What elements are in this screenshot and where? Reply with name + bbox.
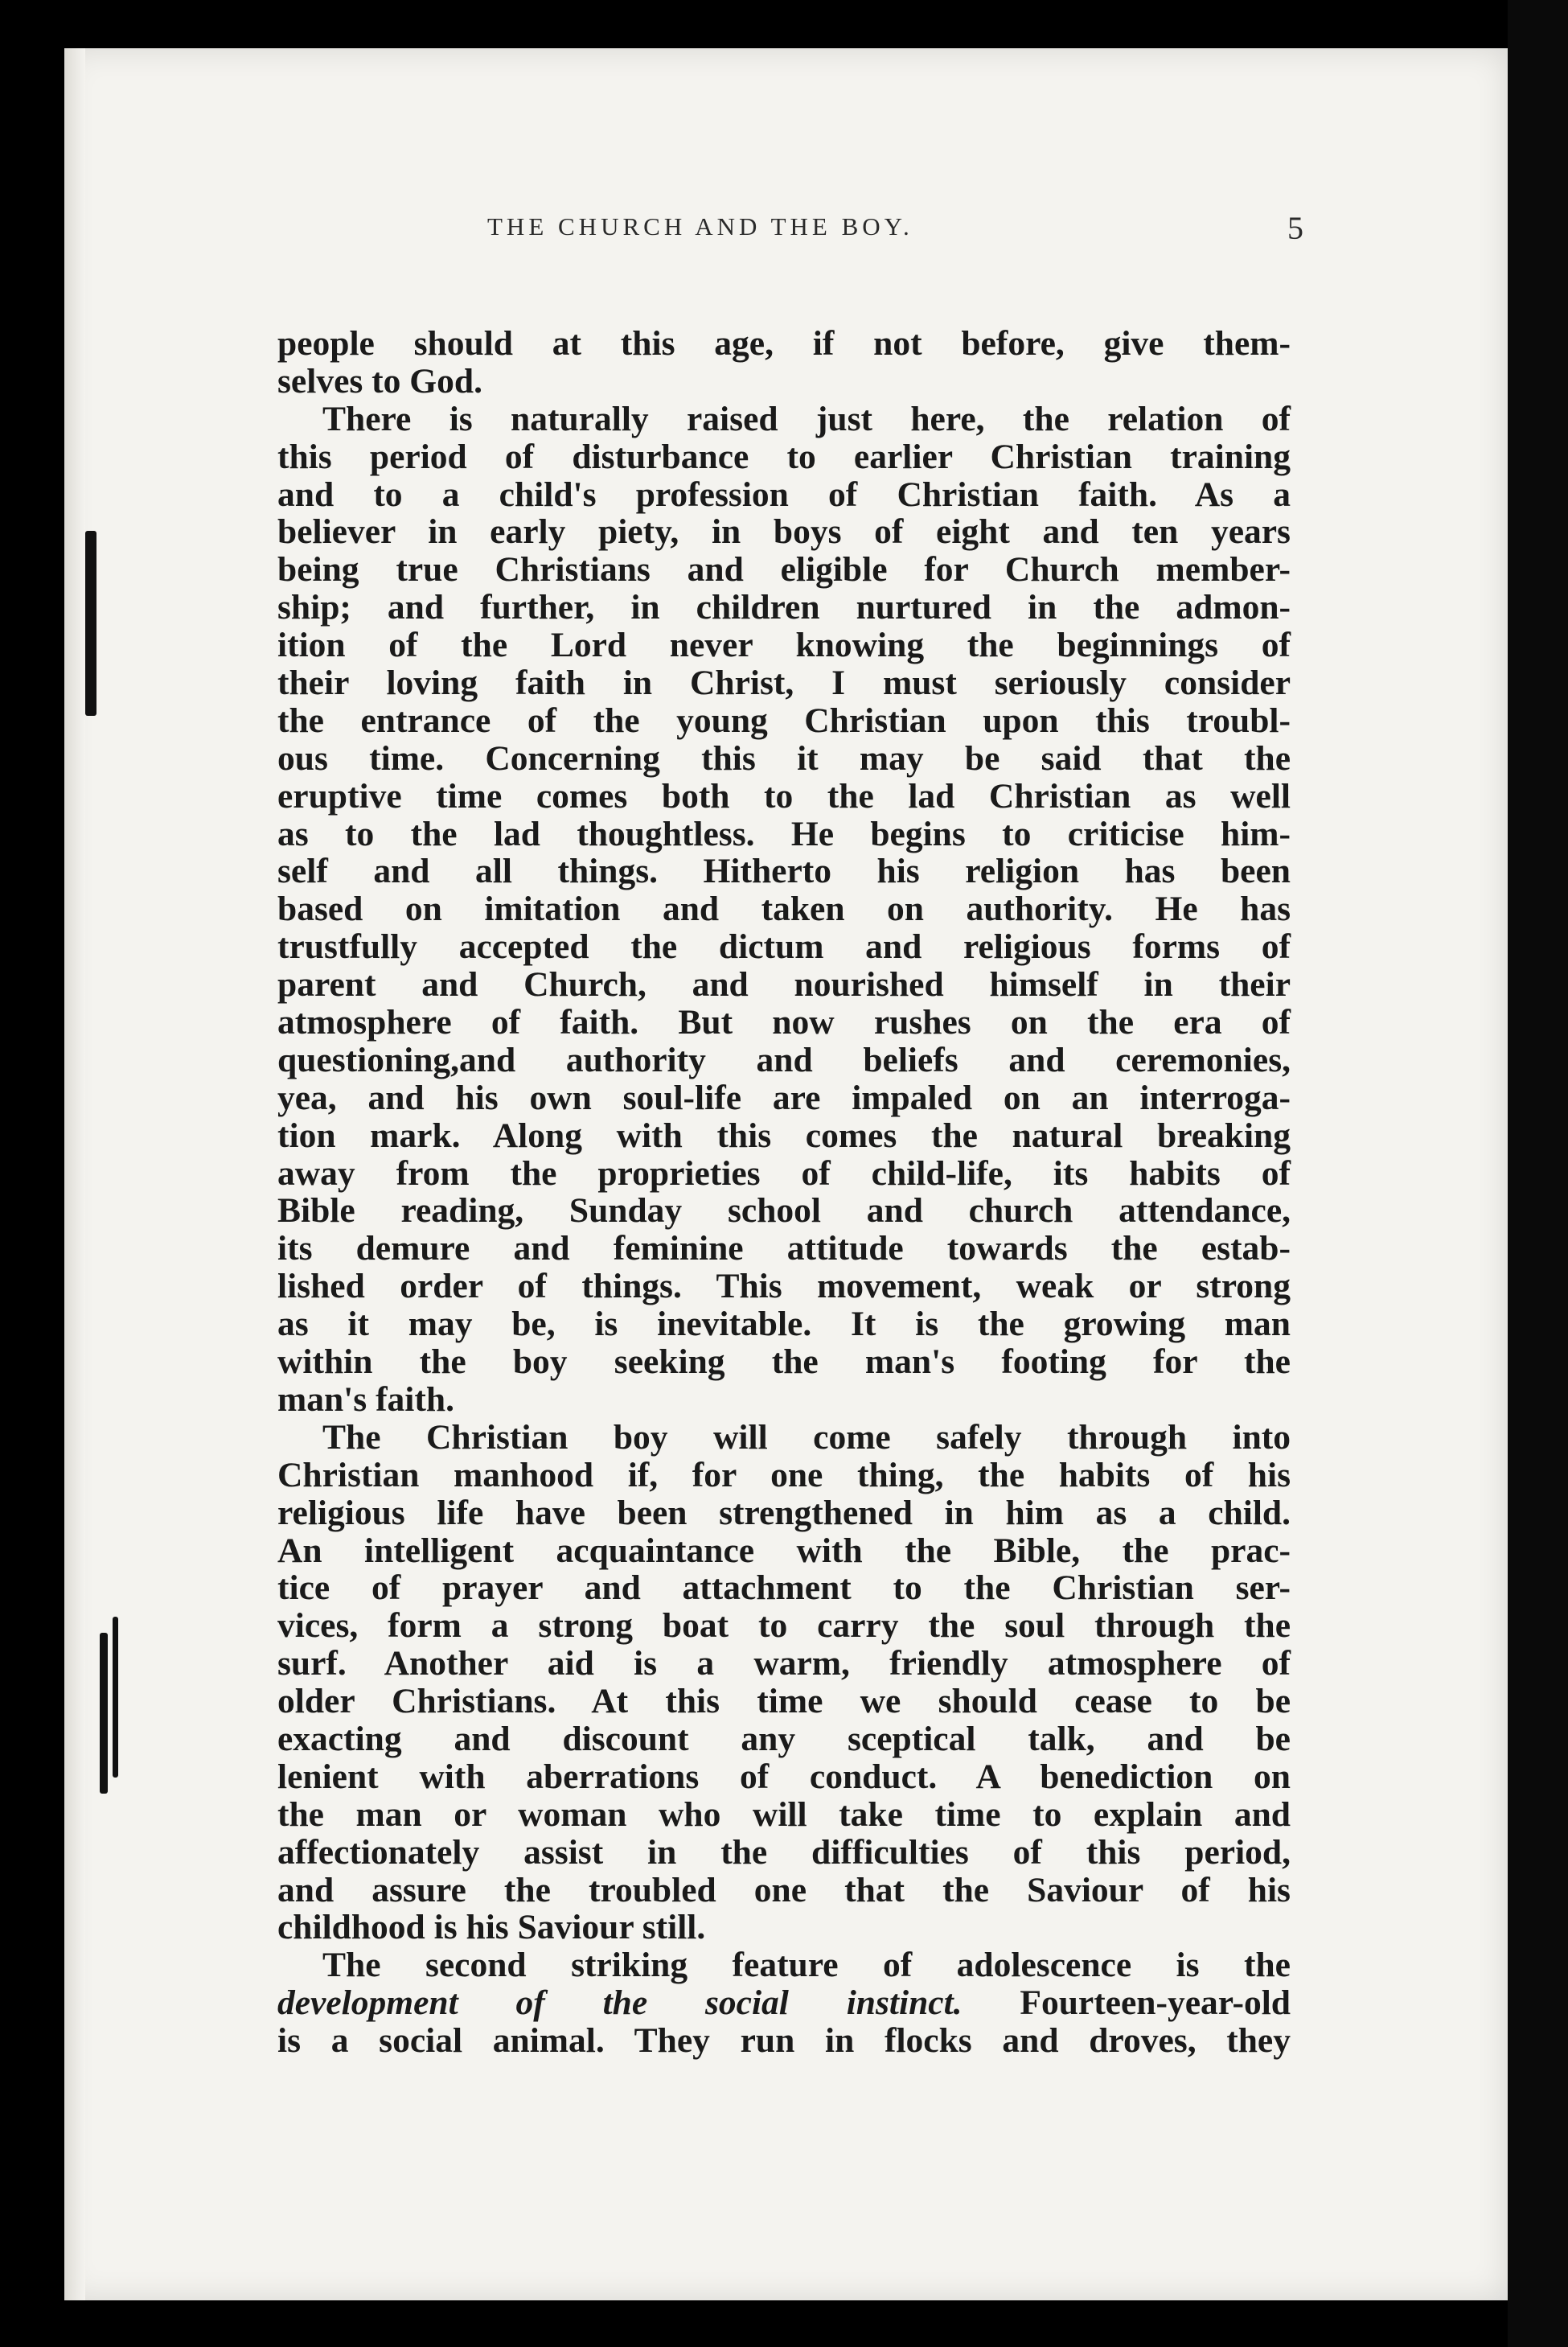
text-line: childhood is his Saviour still.	[277, 1908, 706, 1947]
text-line: exacting and discount any sceptical talk, and be	[277, 1719, 1291, 1758]
margin-mark	[85, 531, 96, 716]
text-line: as to the lad thoughtless. He begins to criticise him-	[277, 814, 1291, 853]
body-text	[277, 325, 1291, 2060]
text-line: ship; and further, in children nurtured in the admon-	[277, 588, 1291, 627]
scan-border	[1508, 0, 1568, 2347]
text-line: being true Christians and eligible for Church member-	[277, 550, 1291, 590]
text-line: Bible reading, Sunday school and church attendance,	[277, 1191, 1291, 1231]
text-line: yea, and his own soul-life are impaled on an interroga-	[277, 1078, 1291, 1117]
text-line: this period of disturbance to earlier Christian training	[277, 437, 1291, 476]
text-line: man's faith.	[277, 1379, 454, 1419]
text-line: the entrance of the young Christian upon this troubl-	[277, 701, 1291, 740]
text-line: surf. Another aid is a warm, friendly atmosphere of	[277, 1644, 1291, 1683]
text-line: eruptive time comes both to the lad Christian as well	[277, 776, 1291, 816]
text-line: tion mark. Along with this comes the natural breaking	[277, 1116, 1291, 1155]
text-line: ition of the Lord never knowing the beginnings of	[277, 626, 1291, 665]
text-line: affectionately assist in the difficulties of this period,	[277, 1832, 1291, 1872]
running-head-title: THE CHURCH AND THE BOY.	[487, 212, 913, 240]
text-line: religious life have been strengthened in him as a child.	[277, 1493, 1291, 1532]
text-line: and to a child's profession of Christian faith. As a	[277, 475, 1291, 514]
text-line: questioning,and authority and beliefs and ceremonies,	[277, 1040, 1291, 1079]
text-line: as it may be, is inevitable. It is the growing man	[277, 1305, 1291, 1344]
margin-mark	[113, 1617, 118, 1778]
text-line: selves to God.	[277, 361, 482, 401]
text-line: parent and Church, and nourished himself in their	[277, 965, 1291, 1005]
text-line: older Christians. At this time we should cease to be	[277, 1682, 1291, 1721]
text-line: self and all things. Hitherto his religion has been	[277, 852, 1291, 891]
text-line: the man or woman who will take time to explain and	[277, 1794, 1291, 1834]
text-line: ous time. Concerning this it may be said that the	[277, 738, 1291, 778]
text-line: atmosphere of faith. But now rushes on the era of	[277, 1003, 1291, 1042]
text-line: believer in early piety, in boys of eight and ten years	[277, 512, 1291, 552]
text-line: Christian manhood if, for one thing, the habits of his	[277, 1455, 1291, 1494]
page-fold-shadow	[64, 48, 85, 2300]
text-line: vices, form a strong boat to carry the soul through the	[277, 1606, 1291, 1646]
text-line: lished order of things. This movement, weak or strong	[277, 1267, 1291, 1306]
page-number: 5	[1287, 210, 1303, 246]
text-line: away from the proprieties of child-life, its habits of	[277, 1153, 1291, 1193]
text-line: trustfully accepted the dictum and religious forms of	[277, 927, 1291, 967]
text-line: and assure the troubled one that the Saviour of his	[277, 1870, 1291, 1909]
text-line: The second striking feature of adolescence is the	[322, 1946, 1291, 1985]
text-line: people should at this age, if not before, give them-	[277, 324, 1291, 363]
margin-mark	[100, 1633, 108, 1794]
text-line: An intelligent acquaintance with the Bible, the prac-	[277, 1531, 1291, 1570]
text-line: There is naturally raised just here, the relation of	[322, 399, 1291, 438]
text-line: lenient with aberrations of conduct. A benediction on	[277, 1757, 1291, 1796]
text-line: The Christian boy will come safely through into	[322, 1417, 1291, 1457]
text-line: within the boy seeking the man's footing for the	[277, 1342, 1291, 1382]
text-line: its demure and feminine attitude towards the estab-	[277, 1229, 1291, 1268]
text-line: tice of prayer and attachment to the Christian ser-	[277, 1568, 1291, 1608]
text-line: their loving faith in Christ, I must seriously consider	[277, 664, 1291, 703]
text-line: development of the social instinct. Fourteen-year-old	[277, 1983, 1291, 2023]
text-line: based on imitation and taken on authority. He has	[277, 890, 1291, 929]
italic-phrase: development of the social instinct.	[277, 1983, 963, 2023]
text-line: is a social animal. They run in flocks and droves, they	[277, 2021, 1291, 2061]
